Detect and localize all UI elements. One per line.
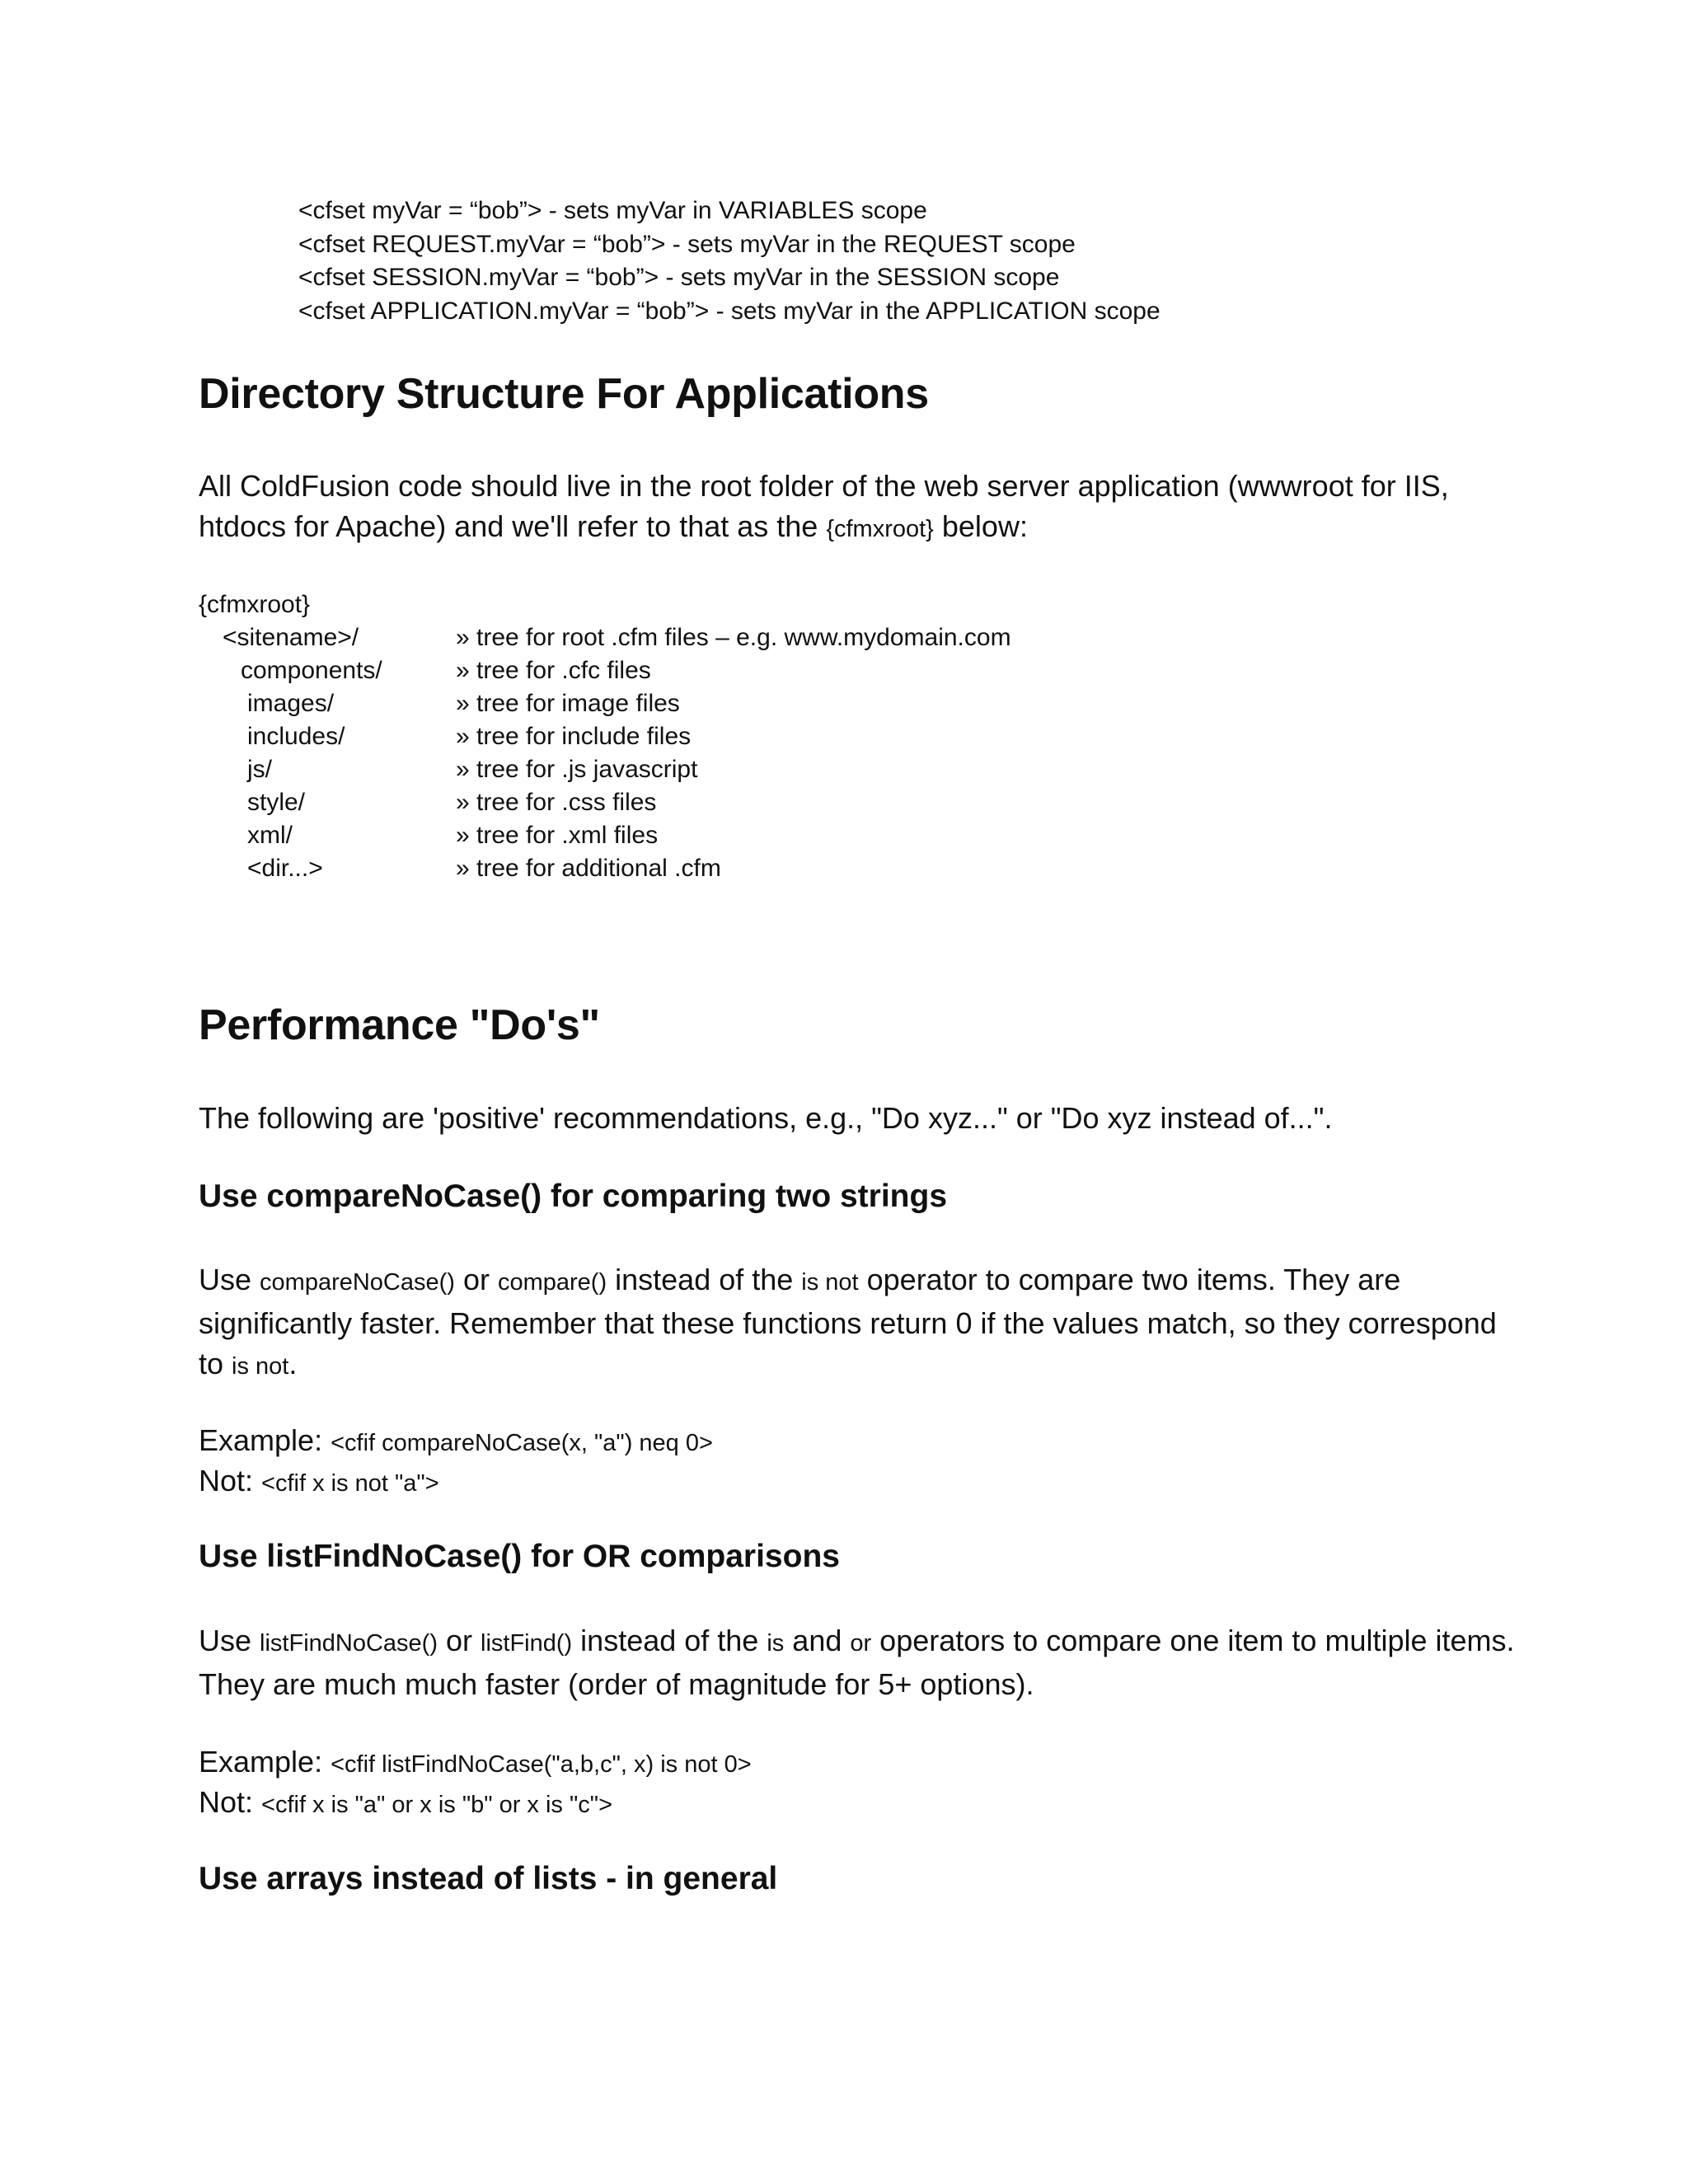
document-page: <cfset myVar = “bob”> - sets myVar in VARIABLES scope <cfset REQUEST.myVar = “bob”> - sets myVar in the REQUEST scope <cfset SESSION.myVar = “bob”> - sets myVar in the SESSION scope <cfset APPLICATION.myVar = “bob”> - sets myVar in the APPLICATION scope Directory Structure For Applications All ColdFusion code should live in the root folder of the web server application (wwwroot for IIS, htdocs for Apache) and we'll refer to that as the {cfmxroot} below: {cfmxroot} <sitename>/ » tree for root .cfm files – e.g. www.mydomain.com components/ » tree for .cfc files images/ » tree for image files includes/ » tree for include files js/ » tree for .js javascript style/ » tree for .css files xml/ » tree for .xml files <dir...> » tree for additional .cfm Performance "Do's" The following are 'positive' recommendations, e.g., "Do xyz..." or "Do xyz instead of...". Use compareNoCase() for comparing two strings Use compareNoCase() or compare() instead of the is not operator to compare two items. They are significantly faster. Remember that these functions return 0 if the values match, so they correspond to is not. Example: <cfif compareNoCase(x, "a") neq 0> Not: <cfif x is not "a"> Use listFindNoCase() for OR comparisons Use listFindNoCase() or listFind() instead of the is and or operators to compare one item to multiple items. They are much much faster (order of magnitude for 5+ options). Example: <cfif listFindNoCase("a,b,c", x) is not 0> Not: <cfif x is "a" or x is "b" or x is "c"> Use arrays instead of lists - in general	[0, 0, 1688, 2184]
listfind-nocase-heading: Use listFindNoCase() for OR comparisons	[199, 1539, 840, 1574]
inline-code: or	[850, 1630, 872, 1657]
scope-example-line: <cfset REQUEST.myVar = “bob”> - sets myVar in the REQUEST scope	[298, 230, 1076, 258]
inline-code: compareNoCase()	[260, 1269, 455, 1296]
intro-text: All ColdFusion code should live in the root folder of the web server application (wwwroot for IIS, htdocs for Apache) and we'll refer to that as the	[199, 469, 1449, 543]
inline-code: is not	[801, 1269, 859, 1296]
scope-examples	[298, 194, 1160, 328]
performance-intro: The following are 'positive' recommendations, e.g., "Do xyz..." or "Do xyz instead of...".	[199, 1101, 1333, 1135]
tree-folder-name: xml/	[247, 822, 293, 849]
not-code: <cfif x is not "a">	[261, 1470, 439, 1497]
arrays-heading: Use arrays instead of lists - in general	[199, 1861, 778, 1896]
tree-folder-name: style/	[247, 789, 306, 816]
inline-code: is not	[232, 1353, 289, 1380]
scope-example-line: <cfset SESSION.myVar = “bob”> - sets myVar in the SESSION scope	[298, 264, 1060, 291]
compare-example	[199, 1420, 713, 1464]
compare-not-example	[199, 1460, 439, 1504]
not-label: Not:	[199, 1785, 262, 1819]
tree-folder-desc: » tree for .xml files	[456, 822, 659, 849]
scope-example-line: <cfset APPLICATION.myVar = “bob”> - sets myVar in the APPLICATION scope	[298, 297, 1160, 325]
tree-folder-desc: » tree for .cfc files	[456, 657, 651, 684]
tree-folder-name: <dir...>	[247, 855, 323, 882]
tree-folder-name: images/	[247, 690, 335, 717]
listfind-paragraph: Use listFindNoCase() or listFind() instead of the is and or operators to compare one item to multiple items. They are much much faster (order of magnitude for 5+ options).	[199, 1624, 1515, 1701]
directory-structure-heading: Directory Structure For Applications	[199, 370, 929, 418]
compare-nocase-heading: Use compareNoCase() for comparing two strings	[199, 1179, 948, 1214]
tree-folder-desc: » tree for root .cfm files – e.g. www.mydomain.com	[456, 624, 1011, 651]
tree-folder-name: includes/	[247, 723, 345, 750]
tree-folder-name: <sitename>/	[223, 624, 359, 651]
tree-folder-desc: » tree for additional .cfm	[456, 855, 721, 882]
inline-code: listFind()	[481, 1630, 573, 1657]
tree-folder-name: js/	[247, 756, 272, 783]
not-code: <cfif x is "a" or x is "b" or x is "c">	[261, 1792, 613, 1818]
tree-folder-desc: » tree for include files	[456, 723, 692, 750]
compare-nocase-paragraph: Use compareNoCase() or compare() instead of the is not operator to compare two items. They are significantly faster. Remember that these functions return 0 if the values match, so they correspond to is not.	[199, 1263, 1497, 1380]
inline-code: listFindNoCase()	[260, 1630, 438, 1657]
directory-intro	[199, 466, 1517, 550]
tree-folder-desc: » tree for .js javascript	[456, 756, 698, 783]
not-label: Not:	[199, 1464, 262, 1497]
example-code: <cfif listFindNoCase("a,b,c", x) is not 0>	[331, 1751, 752, 1778]
listfind-not-example	[199, 1782, 612, 1825]
example-code: <cfif compareNoCase(x, "a") neq 0>	[331, 1430, 713, 1456]
inline-code: compare()	[497, 1269, 607, 1296]
example-label: Example:	[199, 1745, 331, 1779]
inline-code: is	[767, 1630, 785, 1657]
tree-folder-desc: » tree for image files	[456, 690, 680, 717]
tree-folder-name: components/	[241, 657, 382, 684]
example-label: Example:	[199, 1423, 331, 1457]
cfmxroot-code: {cfmxroot}	[826, 516, 934, 542]
intro-text-end: below:	[933, 509, 1028, 543]
scope-example-line: <cfset myVar = “bob”> - sets myVar in VARIABLES scope	[298, 197, 927, 224]
listfind-example	[199, 1741, 752, 1785]
performance-dos-heading: Performance "Do's"	[199, 1001, 600, 1049]
tree-folder-desc: » tree for .css files	[456, 789, 657, 816]
